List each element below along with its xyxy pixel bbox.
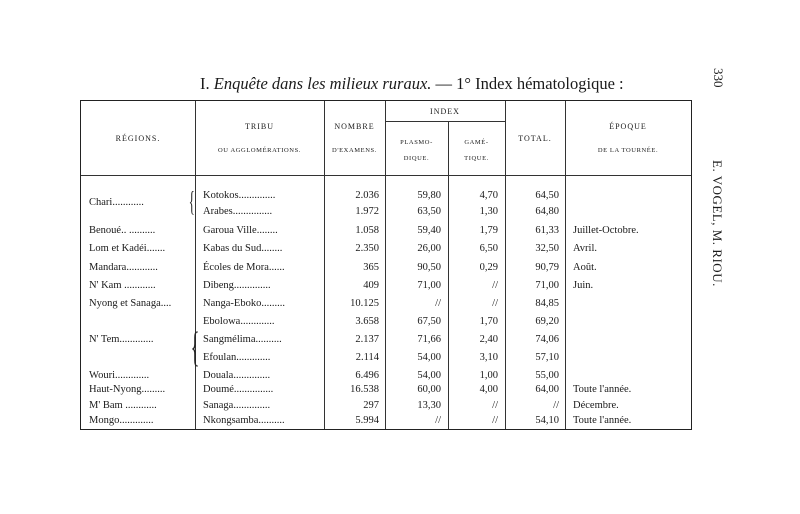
brace-ntem: { xyxy=(190,325,200,371)
region-label: Haut-Nyong......... xyxy=(89,384,166,395)
region-label: Nyong et Sanaga.... xyxy=(89,298,172,309)
running-head: E. VOGEL, M. RIOU. xyxy=(710,160,725,287)
cell-plasmo: 54,00 xyxy=(417,370,441,381)
cell-tribu: Doumé............... xyxy=(203,384,274,395)
header-regions: RÉGIONS. xyxy=(115,134,161,143)
title-italic: Enquête dans les milieux ruraux. xyxy=(213,74,432,93)
cell-tribu: Sanaga.............. xyxy=(203,400,271,411)
region-label: Wouri............. xyxy=(89,370,150,381)
cell-total: 69,20 xyxy=(535,316,559,327)
cell-nombre: 6.496 xyxy=(355,370,379,381)
cell-plasmo: 67,50 xyxy=(417,316,441,327)
header-nombre: NOMBRE xyxy=(334,122,375,131)
cell-nombre: 2.137 xyxy=(355,334,379,345)
cell-total: // xyxy=(553,400,559,411)
cell-nombre: 409 xyxy=(363,280,379,291)
header-nombre-sub: D'EXAMENS. xyxy=(332,147,377,154)
region-label: Chari............ xyxy=(89,197,144,208)
page-number: 330 xyxy=(711,68,726,88)
hematology-table xyxy=(80,100,692,430)
cell-total: 32,50 xyxy=(535,243,559,254)
cell-nombre: 16.538 xyxy=(350,384,379,395)
cell-plasmo: 26,00 xyxy=(417,243,441,254)
cell-nombre: 1.058 xyxy=(355,225,379,236)
cell-total: 64,00 xyxy=(535,384,559,395)
cell-plasmo: 71,00 xyxy=(417,280,441,291)
cell-total: 64,50 xyxy=(535,190,559,201)
cell-tribu: Kabas du Sud........ xyxy=(203,243,283,254)
cell-gamet: 0,29 xyxy=(479,262,498,273)
cell-plasmo: 13,30 xyxy=(417,400,441,411)
cell-gamet: // xyxy=(492,280,498,291)
cell-gamet: // xyxy=(492,298,498,309)
cell-nombre: 1.972 xyxy=(355,206,379,217)
cell-nombre: 2.114 xyxy=(355,352,379,363)
cell-tribu: Nanga-Eboko......... xyxy=(203,298,285,309)
page-title xyxy=(200,74,624,94)
header-total: TOTAL. xyxy=(518,134,552,143)
cell-plasmo: // xyxy=(435,298,441,309)
cell-total: 57,10 xyxy=(535,352,559,363)
cell-gamet: 6,50 xyxy=(479,243,498,254)
region-label: N' Kam ............ xyxy=(89,280,156,291)
cell-gamet: 1,70 xyxy=(479,316,498,327)
cell-tribu: Efoulan............. xyxy=(203,352,271,363)
header-index: INDEX xyxy=(430,107,460,116)
cell-tribu: Douala.............. xyxy=(203,370,271,381)
header-plasmo: PLASMO- xyxy=(400,139,433,146)
header-tribu: TRIBU xyxy=(245,122,274,131)
header-rule xyxy=(81,175,691,176)
region-label: Lom et Kadéi....... xyxy=(89,243,166,254)
cell-epoque: Toute l'année. xyxy=(573,415,632,426)
cell-nombre: 10.125 xyxy=(350,298,379,309)
cell-nombre: 2.036 xyxy=(355,190,379,201)
cell-tribu: Kotokos.............. xyxy=(203,190,276,201)
cell-tribu: Sangmélima.......... xyxy=(203,334,282,345)
cell-gamet: 2,40 xyxy=(479,334,498,345)
header-tribu-sub: OU AGGLOMÉRATIONS. xyxy=(217,147,302,154)
brace-chari: { xyxy=(188,187,195,218)
cell-nombre: 5.994 xyxy=(355,415,379,426)
title-rest: 1° Index hématologique : xyxy=(456,74,624,93)
cell-total: 84,85 xyxy=(535,298,559,309)
cell-total: 55,00 xyxy=(535,370,559,381)
cell-epoque: Juillet-Octobre. xyxy=(573,225,639,236)
region-label: Mongo............. xyxy=(89,415,154,426)
cell-total: 71,00 xyxy=(535,280,559,291)
cell-nombre: 2.350 xyxy=(355,243,379,254)
cell-total: 74,06 xyxy=(535,334,559,345)
region-label: Mandara............ xyxy=(89,262,158,273)
cell-epoque: Avril. xyxy=(573,243,598,254)
region-label: M' Bam ............ xyxy=(89,400,157,411)
cell-tribu: Dibeng.............. xyxy=(203,280,271,291)
index-rule xyxy=(385,121,505,122)
cell-tribu: Arabes............... xyxy=(203,206,273,217)
title-roman: I. xyxy=(200,74,210,93)
title-dash: — xyxy=(435,74,453,93)
cell-gamet: 4,70 xyxy=(479,190,498,201)
cell-plasmo: // xyxy=(435,415,441,426)
cell-gamet: 1,79 xyxy=(479,225,498,236)
header-plasmo-sub: DIQUE. xyxy=(403,155,430,162)
cell-nombre: 365 xyxy=(363,262,379,273)
cell-plasmo: 63,50 xyxy=(417,206,441,217)
header-gamet-sub: TIQUE. xyxy=(464,155,489,162)
cell-gamet: 3,10 xyxy=(479,352,498,363)
cell-tribu: Écoles de Mora...... xyxy=(203,262,285,273)
cell-tribu: Ebolowa............. xyxy=(203,316,275,327)
cell-epoque: Toute l'année. xyxy=(573,384,632,395)
cell-plasmo: 90,50 xyxy=(417,262,441,273)
cell-tribu: Nkongsamba.......... xyxy=(203,415,285,426)
header-gamet: GAMÉ- xyxy=(464,139,489,146)
cell-tribu: Garoua Ville........ xyxy=(203,225,278,236)
cell-nombre: 297 xyxy=(363,400,379,411)
cell-total: 54,10 xyxy=(535,415,559,426)
cell-gamet: 4,00 xyxy=(479,384,498,395)
cell-total: 64,80 xyxy=(535,206,559,217)
cell-total: 90,79 xyxy=(535,262,559,273)
region-label: N' Tem............. xyxy=(89,334,154,345)
cell-gamet: // xyxy=(492,415,498,426)
header-epoque-sub: DE LA TOURNÉE. xyxy=(597,147,659,154)
header-epoque: ÉPOQUE xyxy=(609,122,647,131)
region-label: Benoué.. .......... xyxy=(89,225,156,236)
cell-plasmo: 54,00 xyxy=(417,352,441,363)
cell-gamet: 1,00 xyxy=(479,370,498,381)
cell-epoque: Décembre. xyxy=(573,400,619,411)
cell-plasmo: 59,40 xyxy=(417,225,441,236)
cell-total: 61,33 xyxy=(535,225,559,236)
cell-epoque: Juin. xyxy=(573,280,594,291)
cell-plasmo: 71,66 xyxy=(417,334,441,345)
cell-gamet: 1,30 xyxy=(479,206,498,217)
cell-nombre: 3.658 xyxy=(355,316,379,327)
cell-plasmo: 60,00 xyxy=(417,384,441,395)
cell-plasmo: 59,80 xyxy=(417,190,441,201)
cell-epoque: Août. xyxy=(573,262,597,273)
cell-gamet: // xyxy=(492,400,498,411)
